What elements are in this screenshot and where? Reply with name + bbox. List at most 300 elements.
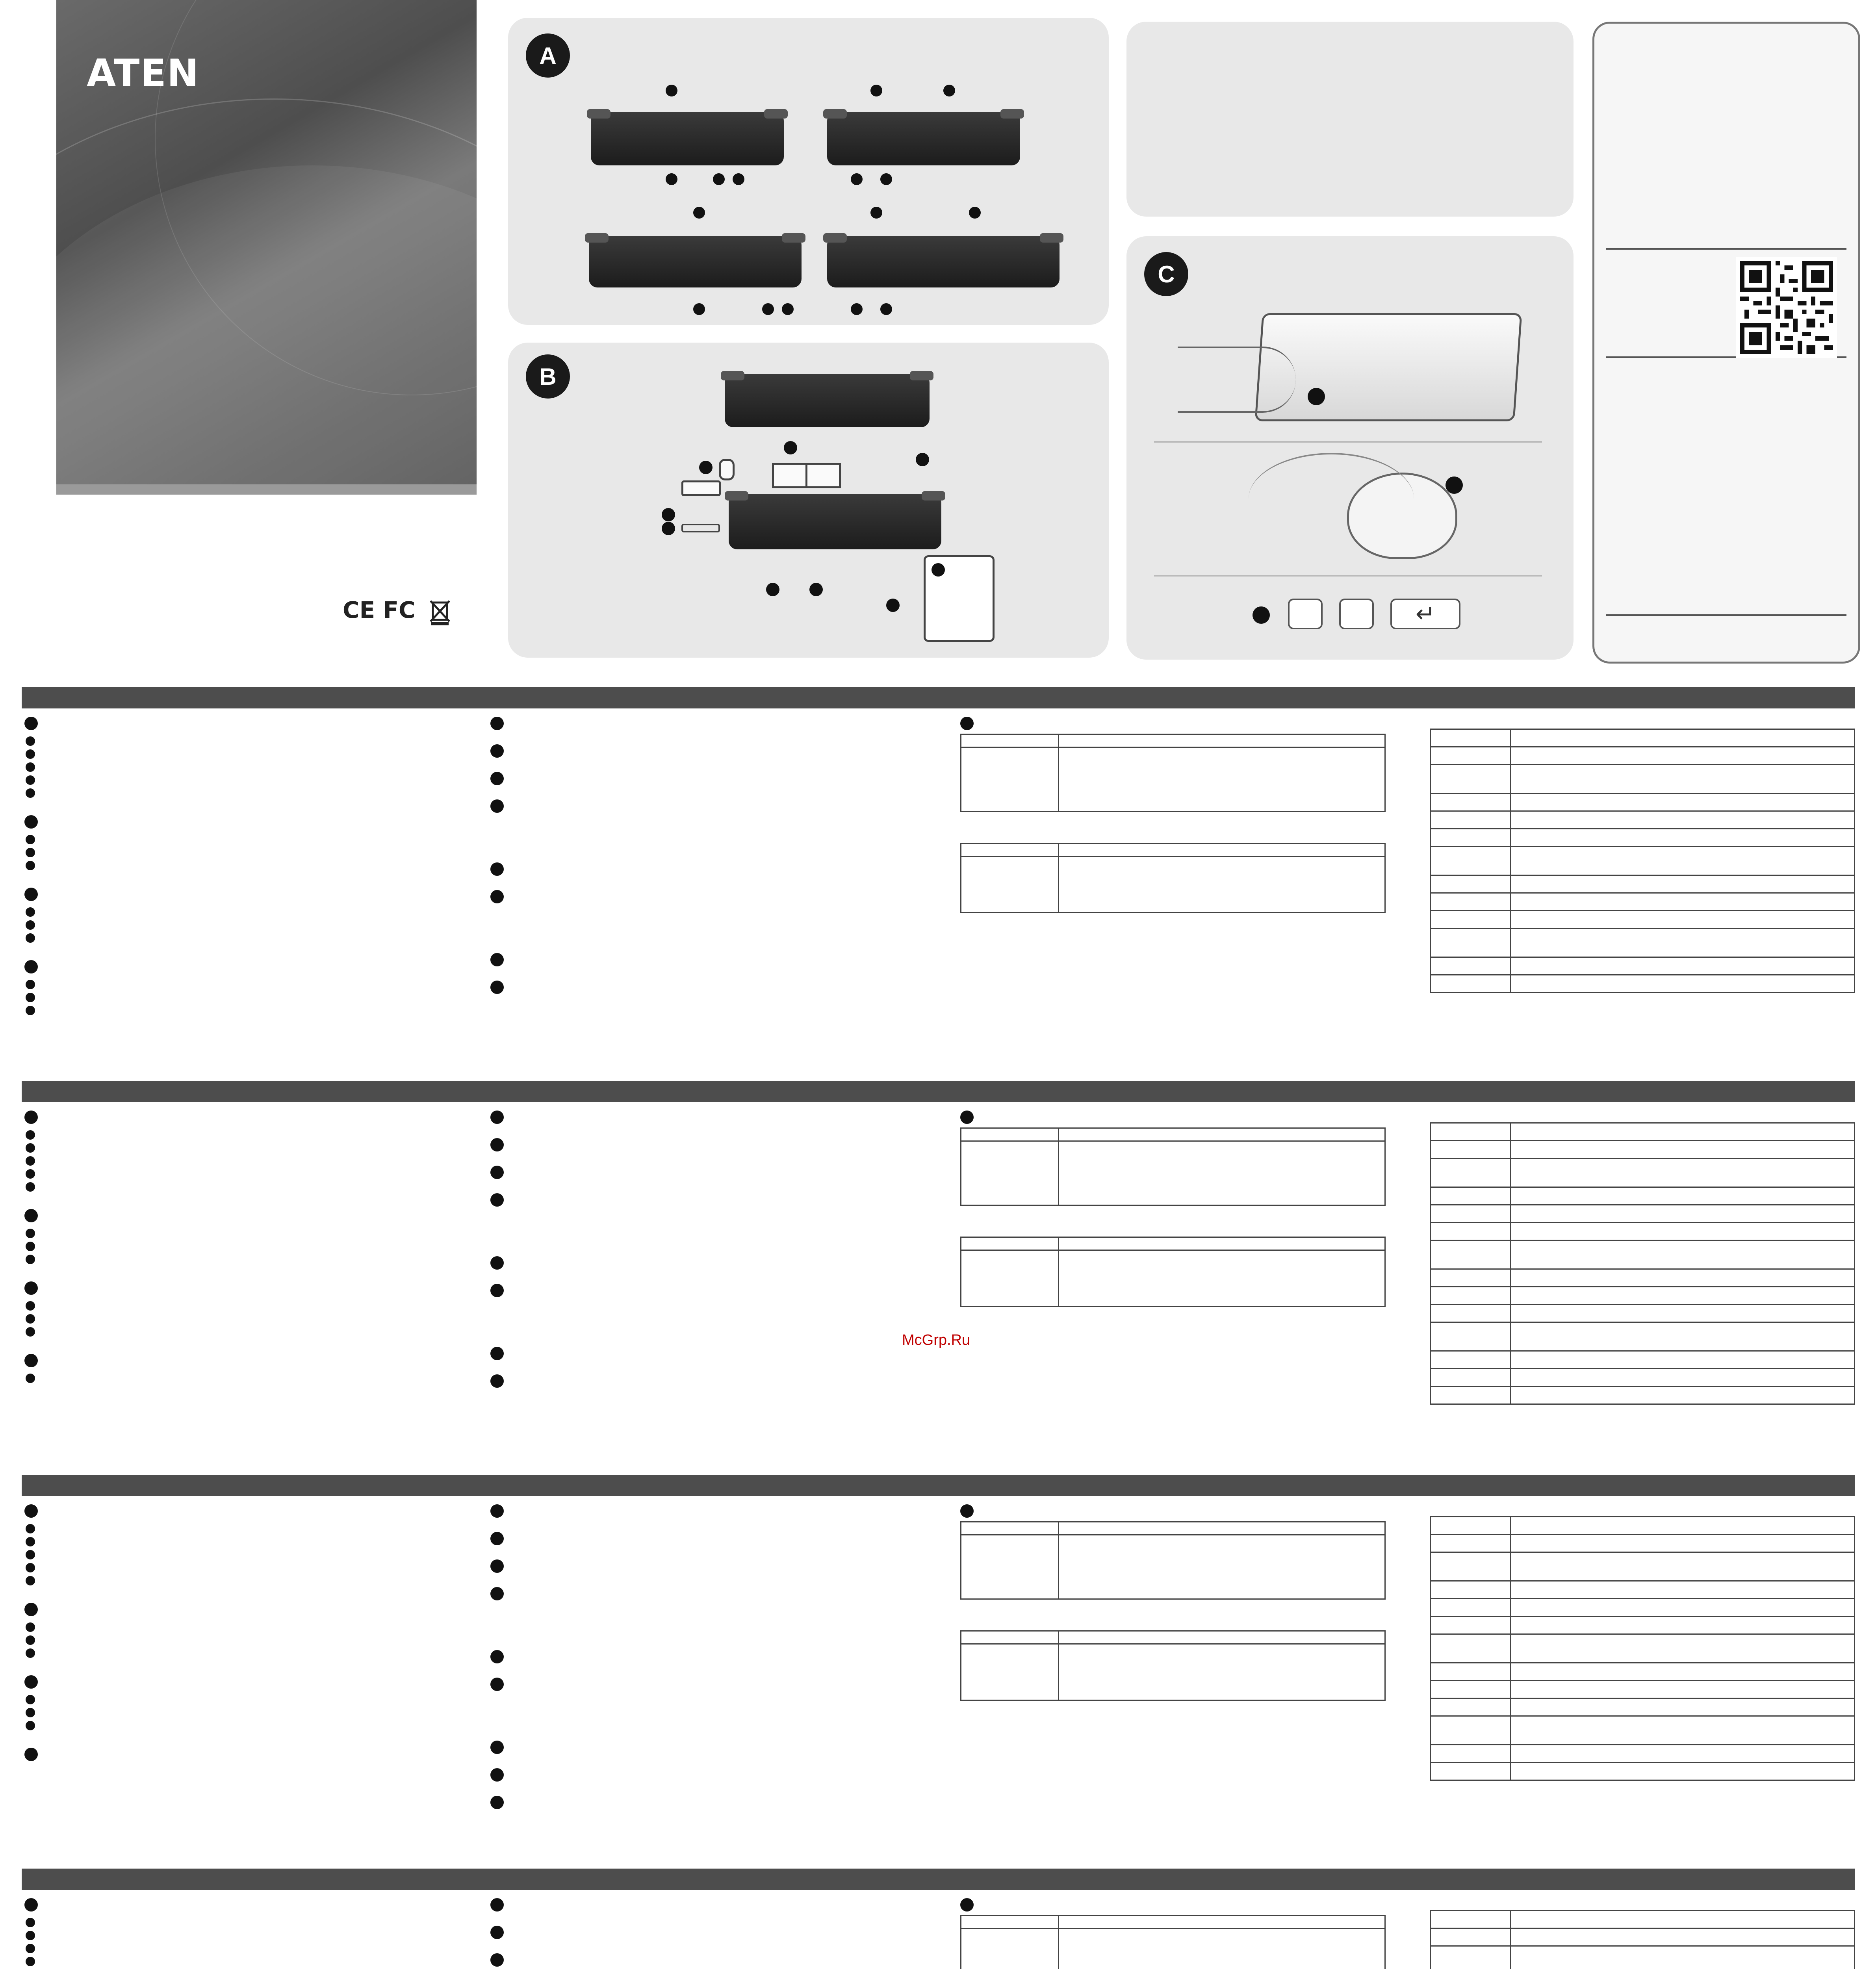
table-cell	[1431, 811, 1510, 829]
list-bullet	[26, 1524, 35, 1533]
table-cell	[1431, 1599, 1510, 1617]
list-bullet	[26, 1931, 35, 1940]
table-row	[1431, 911, 1855, 929]
list-bullet	[26, 1918, 35, 1927]
table-cell	[961, 1237, 1059, 1250]
callout-marker	[784, 441, 797, 454]
list-bullet	[26, 1648, 35, 1658]
table-cell	[1510, 847, 1855, 875]
section-bullet	[24, 1675, 38, 1689]
table-cell	[961, 1522, 1059, 1535]
table-row	[1431, 1911, 1855, 1928]
list-bullet	[26, 1944, 35, 1953]
list-bullet	[26, 1695, 35, 1704]
table-cell	[1059, 1250, 1385, 1307]
table-cell	[1510, 957, 1855, 975]
table-cell	[1431, 929, 1510, 957]
section-bullet	[24, 888, 38, 901]
callout-marker	[1446, 476, 1463, 494]
list-bullet	[26, 1301, 35, 1311]
table-row	[1431, 1187, 1855, 1205]
section-bullet	[490, 1284, 504, 1297]
section-bullet	[490, 1768, 504, 1782]
certification-marks	[343, 597, 451, 625]
list-bullet	[26, 1550, 35, 1559]
table-cell	[961, 734, 1059, 747]
table-row	[1431, 765, 1855, 794]
table-cell	[1510, 1159, 1855, 1187]
callout-marker	[666, 173, 677, 185]
callout-marker	[782, 303, 794, 315]
table-cell	[1510, 1928, 1855, 1946]
monitor-icon	[772, 463, 807, 488]
certification-text: CE FC	[343, 597, 416, 623]
table-cell	[1510, 1946, 1855, 1969]
table-row	[1431, 1517, 1855, 1535]
list-bullet	[26, 1156, 35, 1166]
panel-c-number: C	[1144, 252, 1188, 296]
callout-marker	[1253, 606, 1270, 624]
divider	[1154, 575, 1542, 577]
info-divider	[1606, 248, 1846, 250]
table-row	[1431, 1552, 1855, 1581]
table-cell	[1059, 1522, 1385, 1535]
table-cell	[1431, 1123, 1510, 1141]
section-header-band	[22, 1475, 1855, 1496]
table-cell	[1431, 1716, 1510, 1745]
table-row	[961, 1644, 1385, 1700]
table-cell	[1431, 1322, 1510, 1351]
table-row	[961, 857, 1385, 913]
table-row	[1431, 1716, 1855, 1745]
table-row	[961, 1128, 1385, 1141]
table-cell	[1431, 1517, 1510, 1535]
callout-marker	[693, 207, 705, 219]
table-row	[1431, 957, 1855, 975]
table-cell	[1510, 1240, 1855, 1269]
table-cell	[1431, 1287, 1510, 1305]
callout-marker	[916, 453, 929, 466]
table-cell	[1431, 1617, 1510, 1634]
section-bullet	[490, 1256, 504, 1270]
table-cell	[1431, 1141, 1510, 1159]
callout-marker	[870, 207, 882, 219]
table-cell	[1431, 1581, 1510, 1599]
table-row	[1431, 1305, 1855, 1322]
weee-bin-icon	[429, 598, 451, 625]
list-bullet	[26, 1721, 35, 1730]
section-bullet	[490, 1347, 504, 1360]
table-cell	[961, 844, 1059, 857]
callout-marker	[969, 207, 981, 219]
table-row	[1431, 729, 1855, 747]
table-cell	[1059, 1237, 1385, 1250]
list-bullet	[26, 1374, 35, 1383]
spec-table	[960, 1915, 1386, 1969]
table-cell	[1510, 1681, 1855, 1698]
table-cell	[961, 857, 1059, 913]
section-bullet	[24, 1504, 38, 1518]
table-cell	[1431, 1535, 1510, 1552]
table-cell	[1510, 729, 1855, 747]
table-row	[1431, 1535, 1855, 1552]
table-cell	[1510, 1535, 1855, 1552]
list-bullet	[26, 736, 35, 746]
callout-marker	[880, 173, 892, 185]
table-row	[961, 1522, 1385, 1535]
table-cell	[1510, 1698, 1855, 1716]
table-cell	[1431, 1745, 1510, 1763]
info-divider	[1606, 614, 1846, 616]
list-bullet	[26, 933, 35, 943]
section-header-band	[22, 1869, 1855, 1890]
section-bullet	[490, 1504, 504, 1518]
table-row	[1431, 1322, 1855, 1351]
table-cell	[1510, 1911, 1855, 1928]
list-bullet	[26, 1576, 35, 1585]
table-cell	[1431, 1187, 1510, 1205]
section-bullet	[490, 981, 504, 994]
table-cell	[1510, 1617, 1855, 1634]
section-bullet	[490, 1796, 504, 1809]
section-bullet	[24, 1898, 38, 1912]
table-cell	[1431, 1911, 1510, 1928]
list-bullet	[26, 1563, 35, 1572]
panel-blank	[1126, 22, 1574, 217]
callout-marker	[943, 85, 955, 96]
section-bullet	[490, 799, 504, 813]
table-cell	[1510, 929, 1855, 957]
table-cell	[1431, 1240, 1510, 1269]
cable-icon	[681, 524, 720, 532]
table-cell	[1431, 875, 1510, 893]
table-row	[1431, 1634, 1855, 1663]
table-cell	[961, 747, 1059, 812]
table-cell	[1431, 829, 1510, 847]
callout-marker	[851, 173, 863, 185]
table-row	[1431, 1123, 1855, 1141]
table-cell	[1431, 1351, 1510, 1369]
table-row	[1431, 847, 1855, 875]
list-bullet	[26, 1229, 35, 1238]
section-bullet	[490, 1166, 504, 1179]
list-bullet	[26, 1006, 35, 1015]
table-cell	[1510, 1663, 1855, 1681]
table-cell	[1510, 1322, 1855, 1351]
hand-on-mouse-illustration	[1249, 453, 1414, 545]
rear-panel-4port-diagram	[827, 236, 1060, 287]
table-cell	[1059, 1916, 1385, 1929]
spec-table	[1430, 729, 1855, 993]
table-cell	[1510, 1269, 1855, 1287]
list-bullet	[26, 1182, 35, 1192]
front-panel-4port-diagram	[589, 236, 802, 287]
spec-table	[1430, 1910, 1855, 1969]
table-cell	[1431, 893, 1510, 911]
table-row	[1431, 794, 1855, 811]
spec-table	[1430, 1516, 1855, 1781]
spec-table	[960, 1521, 1386, 1600]
spec-table	[960, 1237, 1386, 1307]
section-bullet	[960, 1504, 974, 1518]
cover-bottom-strip	[56, 484, 477, 495]
panel-c	[1126, 236, 1574, 660]
table-cell	[1431, 1205, 1510, 1223]
table-cell	[1059, 1644, 1385, 1700]
table-cell	[1431, 847, 1510, 875]
table-row	[1431, 1946, 1855, 1969]
callout-marker	[766, 583, 779, 596]
table-cell	[1510, 911, 1855, 929]
table-cell	[1059, 857, 1385, 913]
table-cell	[1510, 1187, 1855, 1205]
section-bullet	[490, 862, 504, 876]
table-cell	[1510, 747, 1855, 765]
list-bullet	[26, 1314, 35, 1324]
section-header-band	[22, 687, 1855, 708]
table-cell	[1510, 1581, 1855, 1599]
list-bullet	[26, 848, 35, 857]
table-cell	[1431, 1159, 1510, 1187]
section-bullet	[490, 1741, 504, 1754]
callout-marker	[886, 599, 900, 612]
table-cell	[1510, 975, 1855, 993]
callout-marker	[870, 85, 882, 96]
table-row	[1431, 829, 1855, 847]
table-cell	[1431, 1387, 1510, 1404]
section-bullet	[490, 1559, 504, 1573]
table-cell	[1510, 1517, 1855, 1535]
list-bullet	[26, 788, 35, 798]
callout-marker	[662, 508, 675, 521]
kvm-device-illustration	[1254, 313, 1522, 421]
enter-key	[1390, 599, 1460, 629]
table-cell	[1059, 1128, 1385, 1141]
rear-panel-2port-diagram	[827, 112, 1020, 165]
section-bullet	[24, 1603, 38, 1616]
table-row	[1431, 1141, 1855, 1159]
table-cell	[1431, 975, 1510, 993]
table-cell	[1510, 1305, 1855, 1322]
list-bullet	[26, 1169, 35, 1179]
table-cell	[1059, 734, 1385, 747]
section-bullet	[490, 1532, 504, 1545]
kvm-switch-front-diagram	[725, 374, 930, 427]
callout-marker	[851, 303, 863, 315]
table-row	[961, 734, 1385, 747]
table-cell	[1510, 1123, 1855, 1141]
table-cell	[1510, 1205, 1855, 1223]
table-cell	[1510, 875, 1855, 893]
list-bullet	[26, 1242, 35, 1251]
table-cell	[1510, 811, 1855, 829]
section-bullet	[960, 1898, 974, 1912]
table-cell	[1431, 1223, 1510, 1240]
section-bullet	[24, 1111, 38, 1124]
table-cell	[961, 1535, 1059, 1599]
table-row	[1431, 1617, 1855, 1634]
table-cell	[1510, 1287, 1855, 1305]
mouse-icon	[719, 459, 735, 480]
section-bullet	[490, 1138, 504, 1151]
table-cell	[1431, 1305, 1510, 1322]
table-cell	[1510, 1351, 1855, 1369]
table-cell	[1510, 829, 1855, 847]
aten-logo: ATEN	[87, 51, 200, 95]
section-bullet	[490, 1650, 504, 1663]
section-bullet	[24, 717, 38, 730]
callout-marker	[713, 173, 725, 185]
watermark-text: McGrp.Ru	[902, 1332, 970, 1348]
table-row	[1431, 975, 1855, 993]
section-bullet	[490, 1111, 504, 1124]
table-cell	[961, 1250, 1059, 1307]
monitor-icon	[805, 463, 841, 488]
spec-table	[960, 1127, 1386, 1206]
list-bullet	[26, 749, 35, 759]
list-bullet	[26, 980, 35, 989]
section-bullet	[24, 1281, 38, 1295]
section-bullet	[490, 717, 504, 730]
table-cell	[1510, 1716, 1855, 1745]
table-cell	[1510, 1223, 1855, 1240]
table-cell	[961, 1644, 1059, 1700]
table-row	[1431, 1269, 1855, 1287]
table-row	[1431, 1745, 1855, 1763]
callout-marker	[666, 85, 677, 96]
table-row	[961, 1250, 1385, 1307]
table-row	[961, 844, 1385, 857]
table-cell	[1431, 1369, 1510, 1387]
table-row	[1431, 1928, 1855, 1946]
table-cell	[1510, 1369, 1855, 1387]
table-cell	[1431, 729, 1510, 747]
table-row	[1431, 893, 1855, 911]
list-bullet	[26, 1255, 35, 1264]
table-cell	[1431, 1634, 1510, 1663]
table-row	[1431, 1287, 1855, 1305]
table-cell	[1431, 1928, 1510, 1946]
table-cell	[1510, 1552, 1855, 1581]
table-row	[1431, 1369, 1855, 1387]
table-cell	[1510, 1745, 1855, 1763]
callout-marker	[762, 303, 774, 315]
table-row	[1431, 1351, 1855, 1369]
table-row	[961, 1237, 1385, 1250]
table-cell	[1431, 1763, 1510, 1780]
list-bullet	[26, 1130, 35, 1140]
list-bullet	[26, 835, 35, 844]
table-cell	[1059, 1631, 1385, 1644]
table-row	[1431, 875, 1855, 893]
table-cell	[1431, 794, 1510, 811]
spec-table	[1430, 1122, 1855, 1405]
table-cell	[1510, 1599, 1855, 1617]
table-cell	[1059, 1535, 1385, 1599]
table-cell	[1431, 1698, 1510, 1716]
table-cell	[1431, 1269, 1510, 1287]
section-bullet	[490, 1926, 504, 1939]
list-bullet	[26, 1622, 35, 1632]
section-bullet	[24, 1209, 38, 1222]
table-cell	[1510, 794, 1855, 811]
callout-marker	[662, 522, 675, 535]
panel-b-number: B	[526, 354, 570, 399]
table-cell	[1059, 1929, 1385, 1969]
list-bullet	[26, 907, 35, 917]
table-row	[1431, 1581, 1855, 1599]
list-bullet	[26, 1143, 35, 1153]
divider	[1154, 441, 1542, 443]
table-row	[1431, 1763, 1855, 1780]
table-row	[1431, 1240, 1855, 1269]
table-cell	[1059, 844, 1385, 857]
hotkey-key-1	[1288, 599, 1323, 629]
table-row	[1431, 747, 1855, 765]
table-cell	[961, 1916, 1059, 1929]
panel-a-number: A	[526, 33, 570, 78]
table-cell	[1431, 1946, 1510, 1969]
list-bullet	[26, 1327, 35, 1337]
table-cell	[1059, 747, 1385, 812]
table-row	[961, 747, 1385, 812]
spec-table	[960, 843, 1386, 913]
table-cell	[1431, 1681, 1510, 1698]
section-bullet	[960, 1111, 974, 1124]
table-row	[961, 1535, 1385, 1599]
section-bullet	[490, 1953, 504, 1967]
table-row	[1431, 1223, 1855, 1240]
callout-marker	[809, 583, 823, 596]
table-row	[1431, 1159, 1855, 1187]
spec-table	[960, 1630, 1386, 1701]
list-bullet	[26, 861, 35, 870]
table-row	[1431, 1205, 1855, 1223]
table-cell	[1431, 765, 1510, 794]
front-panel-2port-diagram	[591, 112, 784, 165]
section-bullet	[490, 772, 504, 785]
table-row	[1431, 929, 1855, 957]
table-cell	[1510, 1634, 1855, 1663]
table-cell	[961, 1929, 1059, 1969]
table-cell	[961, 1631, 1059, 1644]
section-bullet	[490, 1587, 504, 1600]
table-row	[961, 1141, 1385, 1205]
list-bullet	[26, 1708, 35, 1717]
table-cell	[1431, 957, 1510, 975]
section-bullet	[490, 1678, 504, 1691]
keyboard-icon	[681, 480, 721, 496]
section-bullet	[490, 1898, 504, 1912]
table-row	[1431, 1663, 1855, 1681]
table-cell	[1431, 747, 1510, 765]
table-cell	[1431, 1663, 1510, 1681]
section-bullet	[490, 953, 504, 966]
callout-marker	[1308, 388, 1325, 405]
list-bullet	[26, 1537, 35, 1546]
table-row	[961, 1916, 1385, 1929]
return-key-icon: ↵	[1415, 601, 1436, 627]
table-row	[1431, 811, 1855, 829]
table-cell	[1059, 1141, 1385, 1205]
table-cell	[1510, 1387, 1855, 1404]
list-bullet	[26, 920, 35, 930]
section-bullet	[960, 717, 974, 730]
section-bullet	[24, 1354, 38, 1367]
table-cell	[1510, 1763, 1855, 1780]
table-cell	[961, 1141, 1059, 1205]
table-row	[1431, 1681, 1855, 1698]
